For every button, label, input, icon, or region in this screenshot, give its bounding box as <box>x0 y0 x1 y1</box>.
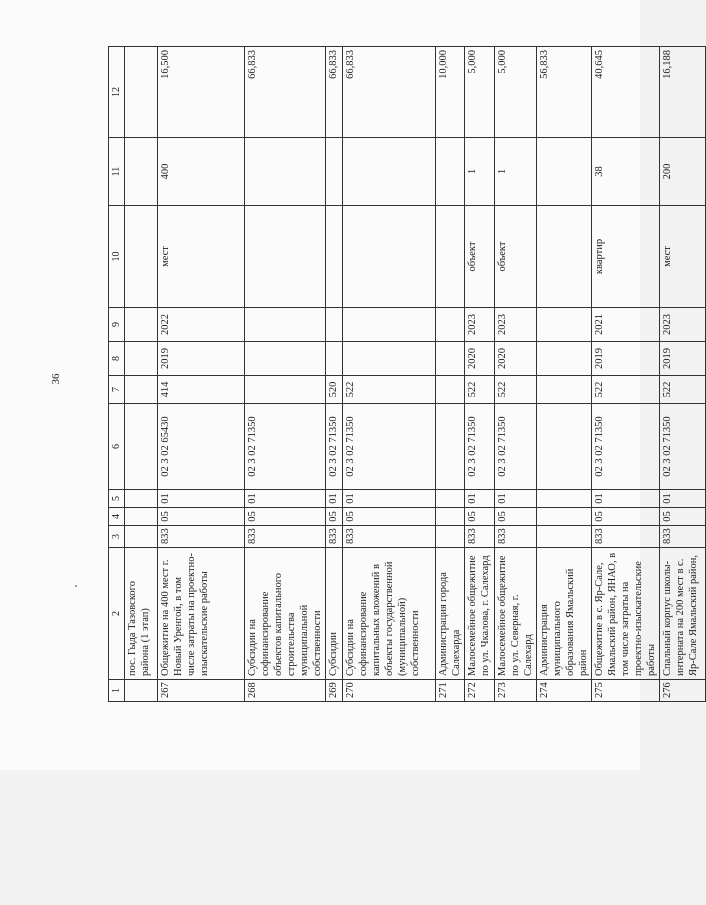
cell-c10: объект <box>495 206 537 308</box>
cell-num: 272 <box>465 680 495 702</box>
cell-num: 268 <box>245 680 326 702</box>
cell-c12: 56,833 <box>537 47 592 138</box>
table-row <box>343 47 436 702</box>
cell-c5: 01 <box>326 490 343 508</box>
cell-c3: 833 <box>326 526 343 548</box>
cell-c12: 16,500 <box>158 47 245 138</box>
cell-c7 <box>125 376 158 404</box>
cell-c11 <box>537 138 592 206</box>
header-cell: 6 <box>109 404 125 490</box>
cell-c4: 05 <box>465 508 495 526</box>
header-cell: 11 <box>109 138 125 206</box>
cell-c7 <box>245 376 326 404</box>
table-row <box>245 47 326 702</box>
cell-c7: 522 <box>495 376 537 404</box>
cell-num: 274 <box>537 680 592 702</box>
cell-name: Субсидии на софинансирование объектов капитального строительства муниципальной собственности <box>245 548 326 680</box>
cell-c12: 66,833 <box>326 47 343 138</box>
cell-c3: 833 <box>592 526 660 548</box>
header-cell: 7 <box>109 376 125 404</box>
cell-num: 269 <box>326 680 343 702</box>
cell-name: Администрация города Салехарда <box>436 548 465 680</box>
cell-c9 <box>125 308 158 342</box>
cell-c3 <box>125 526 158 548</box>
cell-name: Общежитие в с. Яр-Сале, Ямальский район, ЯНАО, в том числе затраты на проектно-изыскательские работы <box>592 548 660 680</box>
cell-c8 <box>245 342 326 376</box>
cell-c6: 02 3 02 71350 <box>660 404 706 490</box>
cell-c3: 833 <box>245 526 326 548</box>
cell-num: 275 <box>592 680 660 702</box>
cell-c6: 02 3 02 71350 <box>592 404 660 490</box>
cell-c8 <box>343 342 436 376</box>
cell-c3: 833 <box>465 526 495 548</box>
cell-c8: 2019 <box>592 342 660 376</box>
cell-c4: 05 <box>343 508 436 526</box>
cell-c4 <box>436 508 465 526</box>
cell-name: Субсидии <box>326 548 343 680</box>
page-number: 36 <box>50 373 62 385</box>
cell-c6: 02 3 02 71350 <box>495 404 537 490</box>
cell-c11 <box>245 138 326 206</box>
table-row <box>495 47 537 702</box>
cell-c11 <box>326 138 343 206</box>
cell-c9: 2022 <box>158 308 245 342</box>
header-cell: 3 <box>109 526 125 548</box>
cell-c4: 05 <box>158 508 245 526</box>
cell-c10 <box>245 206 326 308</box>
cell-c6: 02 3 02 71350 <box>465 404 495 490</box>
cell-name: Общежитие на 400 мест г. Новый Уренгой, в том числе затраты на проектно-изыскательские работы <box>158 548 245 680</box>
cell-c3 <box>537 526 592 548</box>
cell-c12: 66,833 <box>245 47 326 138</box>
cell-c10: мест <box>660 206 706 308</box>
header-cell: 12 <box>109 47 125 138</box>
table-header-row <box>109 47 125 702</box>
cell-c5 <box>537 490 592 508</box>
cell-c11: 200 <box>660 138 706 206</box>
cell-c10: мест <box>158 206 245 308</box>
cell-c5: 01 <box>495 490 537 508</box>
cell-c5: 01 <box>158 490 245 508</box>
cell-c7 <box>537 376 592 404</box>
cell-c10: объект <box>465 206 495 308</box>
cell-c6: 02 3 02 71350 <box>326 404 343 490</box>
cell-c3: 833 <box>158 526 245 548</box>
cell-c7: 522 <box>592 376 660 404</box>
cell-c4: 05 <box>326 508 343 526</box>
cell-c3: 833 <box>495 526 537 548</box>
cell-c12: 16,188 <box>660 47 706 138</box>
cell-c4: 05 <box>660 508 706 526</box>
cell-num: 267 <box>158 680 245 702</box>
cell-name: пос. Гыда Тазовского района (1 этап) <box>125 548 158 680</box>
cell-c8 <box>436 342 465 376</box>
cell-c10 <box>326 206 343 308</box>
cell-c7: 520 <box>326 376 343 404</box>
header-cell: 2 <box>109 548 125 680</box>
cell-c5: 01 <box>343 490 436 508</box>
cell-c11 <box>343 138 436 206</box>
cell-c9: 2023 <box>465 308 495 342</box>
cell-c10 <box>343 206 436 308</box>
cell-c3 <box>436 526 465 548</box>
cell-c4 <box>125 508 158 526</box>
cell-num: 270 <box>343 680 436 702</box>
cell-c8: 2019 <box>158 342 245 376</box>
table-row <box>537 47 592 702</box>
cell-c9: 2023 <box>495 308 537 342</box>
cell-c8: 2019 <box>660 342 706 376</box>
cell-c4 <box>537 508 592 526</box>
budget-table <box>108 46 706 702</box>
cell-c5: 01 <box>660 490 706 508</box>
header-cell: 1 <box>109 680 125 702</box>
cell-c6: 02 3 02 71350 <box>343 404 436 490</box>
cell-c9 <box>436 308 465 342</box>
cell-c7: 414 <box>158 376 245 404</box>
table-row <box>660 47 706 702</box>
table-row <box>326 47 343 702</box>
cell-c7: 522 <box>465 376 495 404</box>
cell-c8 <box>537 342 592 376</box>
cell-c12: 5,000 <box>495 47 537 138</box>
table-row <box>465 47 495 702</box>
cell-c6 <box>125 404 158 490</box>
scan-speck <box>75 585 77 587</box>
rotated-table-wrapper <box>108 47 699 702</box>
scan-margin <box>0 770 640 905</box>
cell-c4: 05 <box>495 508 537 526</box>
cell-c8: 2020 <box>465 342 495 376</box>
cell-c11 <box>436 138 465 206</box>
cell-c10 <box>436 206 465 308</box>
cell-name: Спальный корпус школы-интерната на 200 мест в с. Яр-Сале Ямальский район, <box>660 548 706 680</box>
cell-c11 <box>125 138 158 206</box>
header-cell: 4 <box>109 508 125 526</box>
table-row <box>436 47 465 702</box>
header-cell: 5 <box>109 490 125 508</box>
header-cell: 9 <box>109 308 125 342</box>
table-row <box>592 47 660 702</box>
cell-c9 <box>245 308 326 342</box>
cell-c7 <box>436 376 465 404</box>
cell-c6: 02 3 02 65430 <box>158 404 245 490</box>
cell-num: 273 <box>495 680 537 702</box>
cell-name: Малосемейное общежитие по ул. Чкалова, г. Салехард <box>465 548 495 680</box>
cell-name: Субсидии на софинансирование капитальных вложений в объекты государственной (муниципальной) собственности <box>343 548 436 680</box>
cell-c10 <box>125 206 158 308</box>
cell-name: Администрация муниципального образования Ямальский район <box>537 548 592 680</box>
cell-c6 <box>537 404 592 490</box>
cell-c8: 2020 <box>495 342 537 376</box>
cell-c11: 38 <box>592 138 660 206</box>
cell-c10 <box>537 206 592 308</box>
cell-c12 <box>125 47 158 138</box>
cell-c6 <box>436 404 465 490</box>
cell-name: Малосемейное общежитие по ул. Северная, г. Салехард <box>495 548 537 680</box>
cell-c4: 05 <box>592 508 660 526</box>
cell-c11: 1 <box>465 138 495 206</box>
cell-c9 <box>537 308 592 342</box>
cell-c3: 833 <box>343 526 436 548</box>
cell-num: 271 <box>436 680 465 702</box>
cell-c11: 400 <box>158 138 245 206</box>
cell-c9 <box>343 308 436 342</box>
cell-c5: 01 <box>592 490 660 508</box>
cell-c5 <box>436 490 465 508</box>
header-cell: 10 <box>109 206 125 308</box>
cell-c11: 1 <box>495 138 537 206</box>
cell-c7: 522 <box>660 376 706 404</box>
cell-c12: 5,000 <box>465 47 495 138</box>
cell-c6: 02 3 02 71350 <box>245 404 326 490</box>
cell-num <box>125 680 158 702</box>
cell-c10: квартир <box>592 206 660 308</box>
cell-c4: 05 <box>245 508 326 526</box>
cell-c8 <box>125 342 158 376</box>
cell-c5 <box>125 490 158 508</box>
cell-c5: 01 <box>245 490 326 508</box>
table-row <box>158 47 245 702</box>
cell-num: 276 <box>660 680 706 702</box>
table-row <box>125 47 158 702</box>
cell-c7: 522 <box>343 376 436 404</box>
cell-c12: 66,833 <box>343 47 436 138</box>
cell-c12: 40,645 <box>592 47 660 138</box>
cell-c3: 833 <box>660 526 706 548</box>
cell-c9: 2021 <box>592 308 660 342</box>
header-cell: 8 <box>109 342 125 376</box>
cell-c5: 01 <box>465 490 495 508</box>
cell-c12: 10,000 <box>436 47 465 138</box>
cell-c9: 2023 <box>660 308 706 342</box>
cell-c8 <box>326 342 343 376</box>
cell-c9 <box>326 308 343 342</box>
